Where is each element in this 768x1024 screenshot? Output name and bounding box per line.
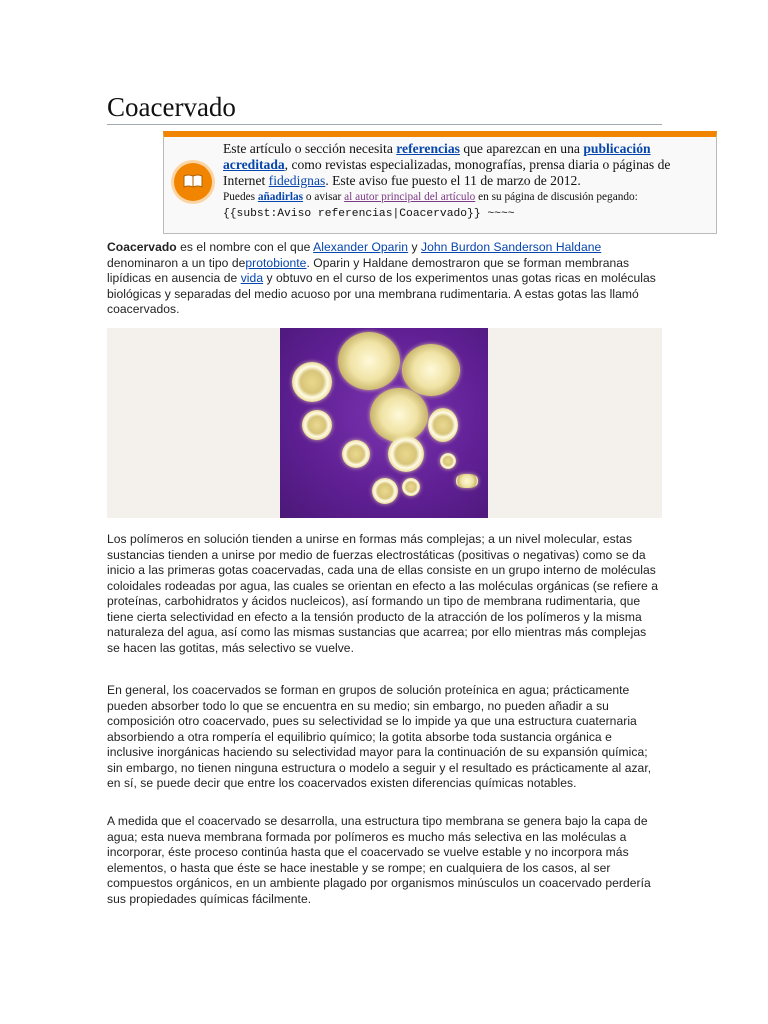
intro-segment: . Oparin y Haldane demostraron que se forman membranas lipídicas en ausencia de [107, 255, 630, 285]
notice-text-segment: Este artículo o sección necesita [223, 141, 397, 156]
link-protobionte[interactable]: protobionte [245, 255, 307, 270]
term-bold: Coacervado [107, 240, 177, 254]
coacervate-droplet [302, 410, 332, 440]
link-referencias[interactable]: referencias [396, 141, 460, 156]
coacervate-droplet [372, 478, 398, 504]
coacervate-figure [107, 328, 662, 518]
template-code: {{subst:Aviso referencias|Coacervado}} ~~~~ [223, 208, 515, 220]
paragraph-en-general: En general, los coacervados se forman en grupos de solución proteínica en agua; prácticamente pueden absorber todo lo que se encuentra en su medio; sin embargo, no pueden añadir a su composición otro coacervado, pues su selectividad se lo impide ya que una estructura cuaternaria absorbiendo a otra rompería el equilibrio químico; la gotita absorbe toda sustancia orgánica e inclusive inorgánicas haciendo su selectividad mayor para la continuación de su expansión química; sin embargo, no tienen ninguna estructura o modelo a seguir y el resultado es prácticamente al azar, en sí, se puede decir que entre los coacervados existen diferencias químicas notables. [107, 683, 652, 790]
intro-segment: denominaron a un tipo de [107, 255, 246, 270]
page-title: Coacervado [107, 92, 662, 125]
notice-help-segment: o avisar [303, 191, 345, 203]
coacervate-droplet [440, 453, 456, 469]
coacervate-micrograph[interactable] [280, 328, 488, 518]
notice-text-segment: , como revistas especializadas, monografías, prensa diaria o páginas de Internet [223, 157, 671, 188]
link-haldane[interactable]: John Burdon Sanderson Haldane [420, 240, 602, 254]
coacervate-droplet [370, 388, 428, 442]
link-vida[interactable]: vida [240, 271, 264, 285]
link-autor-principal[interactable]: al autor principal del artículo [344, 191, 476, 203]
paragraph-polimeros: Los polímeros en solución tienden a unirse en formas más complejas; a un nivel molecular, estas sustancias tienden a unirse por medio de fuerzas electrostáticas (positivas o negativas) como se da inicio a las primeras gotas coacervadas, cada una de ellas consiste en un grupo interno de moléculas coloidales rodeadas por agua, las cuales se orientan en efecto a las moléculas orgánicas (se refiere a proteínas, carbohidratos y ácidos nucleicos), así formando un tipo de membrana rudimentaria, que tiene cierta selectividad en efecto a la tensión producto de la atracción de los polímeros y la misma naturaleza del agua, así como las mismas sustancias que acarrea; por ello mientras más complejas se hacen las gotitas, más selectivo se vuelve. [107, 532, 658, 655]
references-notice-box [163, 131, 717, 234]
notice-text-segment: . Este aviso fue puesto el 11 de marzo de 2012. [325, 173, 581, 188]
notice-help-text [223, 189, 711, 222]
intro-segment: y [408, 240, 421, 254]
coacervate-droplet [402, 478, 420, 496]
link-anadirlas[interactable]: añadirlas [257, 191, 304, 203]
link-publicacion-acreditada[interactable]: publicación acreditada [223, 141, 651, 172]
notice-help-segment: Puedes [223, 191, 258, 203]
intro-paragraph [107, 240, 662, 318]
notice-help-segment: en su página de discusión pegando: [475, 191, 638, 203]
book-icon [174, 163, 212, 201]
article-content [107, 92, 671, 906]
coacervate-droplet [456, 474, 478, 488]
coacervate-droplet [388, 436, 424, 472]
intro-segment: es el nombre con el que [176, 240, 314, 254]
coacervate-droplet [428, 408, 458, 442]
link-alexander-oparin[interactable]: Alexander Oparin [313, 240, 409, 254]
coacervate-droplet [402, 344, 460, 396]
book-glyph [183, 174, 203, 188]
paragraph-membrana: A medida que el coacervado se desarrolla, una estructura tipo membrana se genera bajo la capa de agua; esta nueva membrana formada por polímeros es mucho más selectiva en las moléculas a incorporar, éste proceso continúa hasta que el coacervado se vuelve estable y no incorpora más elementos, o hasta que éste se hace inestable y se rompe; en cualquiera de los casos, al ser compuestos orgánicos, en un ambiente plagado por organismos minúsculos un coacervado perdería sus propiedades químicas fácilmente. [107, 814, 651, 906]
coacervate-droplet [292, 362, 332, 402]
coacervate-droplet [338, 332, 400, 390]
notice-text [223, 141, 711, 222]
intro-segment: y obtuvo en el curso de los experimentos unas gotas ricas en moléculas biológicas y separadas del medio acuoso por una membrana rudimentaria. A estas gotas las llamó coacervados. [107, 271, 656, 316]
link-fidedignas[interactable]: fidedignas [268, 173, 326, 188]
notice-text-segment: que aparezcan en una [459, 141, 584, 156]
coacervate-droplet [342, 440, 370, 468]
